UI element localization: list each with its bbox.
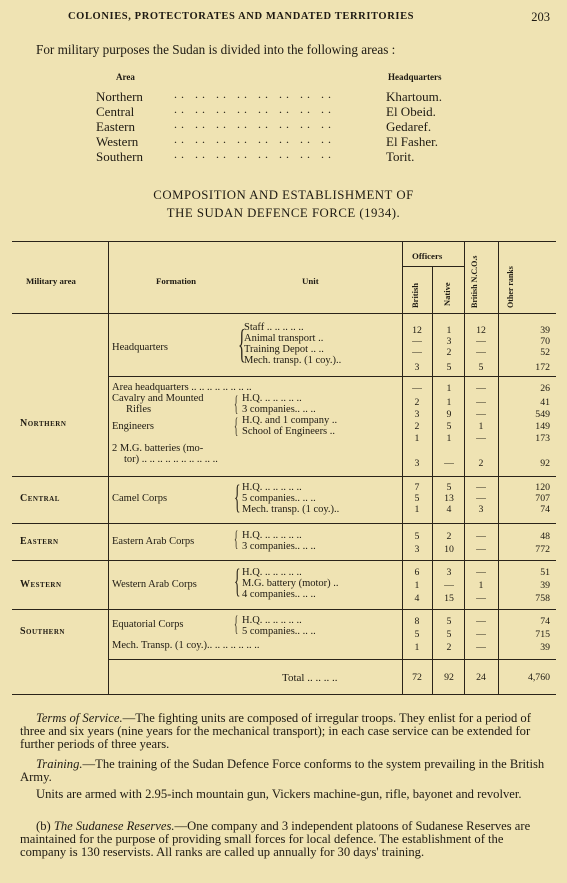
cell-native: 10 [444, 544, 454, 555]
paragraph-body: —One company and 3 independent platoons of Sudanese Reserves are maintained for the purpose of providing small forces for local defence. The establishment of the company is 130 reservists. All ranks are called up annually for 30 days' training. [20, 819, 531, 859]
area-eastern: Eastern [20, 536, 59, 547]
formation-cavalry-rifles: Rifles [126, 404, 152, 415]
cell-native: 13 [444, 493, 454, 504]
cell-nco: 12 [476, 325, 486, 336]
paragraph-prefix: (b) [36, 819, 54, 833]
area-headquarters: Gedaref. [386, 119, 432, 134]
cell-other: 149 [535, 421, 550, 432]
cell-nco: 1 [478, 421, 484, 432]
formation-equatorial-corps: Equatorial Corps [112, 619, 184, 630]
unit-training-depot: Training Depot .. .. [244, 344, 324, 355]
cell-british: — [412, 336, 422, 347]
formation-eastern-arab-corps: Eastern Arab Corps [112, 536, 195, 547]
paragraph-body: —The training of the Sudan Defence Force conforms to the system prevailing in the British Army. [20, 757, 545, 784]
cell-other: 39 [540, 580, 550, 591]
total-nco: 24 [476, 672, 486, 683]
cell-native: 2 [446, 347, 452, 358]
header-native: Native [442, 282, 452, 306]
leader-dots: .. .. .. .. .. .. .. .. [174, 102, 335, 116]
unit-hq: H.Q. .. .. .. .. .. [242, 615, 302, 626]
formation-western-arab-corps: Western Arab Corps [112, 579, 197, 590]
cell-other: 26 [540, 383, 550, 394]
leader-dots: .. .. .. .. .. .. .. .. [174, 132, 335, 146]
unit-companies: 3 companies.. .. .. [242, 541, 316, 552]
cell-nco: — [476, 629, 486, 640]
area-southern: Southern [20, 626, 65, 637]
formation-engineers: Engineers [112, 421, 154, 432]
cell-british: 5 [414, 493, 420, 504]
brace: { [238, 321, 246, 366]
formation-mg-batteries-cont: tor) .. .. .. .. .. .. .. .. .. .. [124, 454, 218, 465]
leader-dots: .. .. .. .. .. .. .. .. [174, 117, 335, 131]
running-head [0, 11, 567, 27]
running-head-title: COLONIES, PROTECTORATES AND MANDATED TERRITORIES [68, 11, 415, 22]
cell-nco: — [476, 433, 486, 444]
header-rule [12, 313, 556, 314]
cell-nco: — [476, 544, 486, 555]
unit-mech-transp: Mech. transp. (1 coy.).. [244, 355, 342, 366]
cell-native: 5 [446, 362, 452, 373]
column-rule [498, 242, 499, 694]
header-officers: Officers [412, 251, 443, 261]
cell-other: 39 [540, 642, 550, 653]
paragraph-training [20, 758, 552, 784]
area-headquarters: El Fasher. [386, 134, 438, 149]
cell-other: 549 [535, 409, 550, 420]
header-nco: British N.C.O.s [470, 255, 479, 308]
unit-hq: H.Q. .. .. .. .. .. [242, 530, 302, 541]
area-name: Eastern [96, 119, 135, 134]
cell-british: 2 [414, 397, 420, 408]
cell-british: 6 [414, 567, 420, 578]
area-name: Western [96, 134, 139, 149]
cell-nco: — [476, 347, 486, 358]
cell-native: 1 [446, 325, 452, 336]
total-british: 72 [412, 672, 422, 683]
cell-nco: — [476, 383, 486, 394]
row-rule [12, 609, 556, 610]
cell-british: 2 [414, 421, 420, 432]
total-native: 92 [444, 672, 454, 683]
header-british: British [410, 282, 420, 308]
formation-headquarters: Headquarters [112, 342, 168, 353]
cell-native: 5 [446, 629, 452, 640]
area-headquarters: Khartoum. [386, 89, 442, 104]
paragraph-terms-of-service [20, 712, 552, 751]
cell-british: 1 [414, 504, 420, 515]
cell-nco: — [476, 482, 486, 493]
unit-companies: 5 companies.. .. .. [242, 493, 316, 504]
cell-other: 74 [540, 504, 550, 515]
total-label: Total .. .. .. .. [282, 672, 338, 684]
cell-british: 1 [414, 433, 420, 444]
brace: { [234, 391, 239, 416]
unit-hq: H.Q. .. .. .. .. .. [242, 567, 302, 578]
cell-other: 758 [535, 593, 550, 604]
paragraph-arms [20, 788, 552, 801]
cell-other: 39 [540, 325, 550, 336]
cell-native: 3 [446, 336, 452, 347]
paragraph-body: —The fighting units are composed of irregular troops. They enlist for a period of three and six years (nine years for the mechanical transport); in each case service can be extended for further periods of three years. [20, 711, 531, 751]
header-unit: Unit [302, 276, 319, 286]
unit-animal-transport: Animal transport .. [244, 333, 324, 344]
cell-other: 173 [535, 433, 550, 444]
cell-other: 52 [540, 347, 550, 358]
section-title-line1: COMPOSITION AND ESTABLISHMENT OF [153, 188, 414, 202]
cell-other: 707 [535, 493, 550, 504]
formation-cavalry: Cavalry and Mounted [112, 393, 204, 404]
unit-school-engineers: School of Engineers .. [242, 426, 336, 437]
cell-nco: 2 [478, 458, 484, 469]
column-rule [108, 242, 109, 694]
cell-british: 12 [412, 325, 422, 336]
formation-mg-batteries: 2 M.G. batteries (mo- [112, 443, 204, 454]
header-military-area: Military area [26, 276, 76, 286]
leader-dots: .. .. .. .. .. .. .. .. [174, 87, 335, 101]
column-rule [402, 242, 403, 694]
total-other: 4,760 [527, 672, 550, 683]
cell-other: 92 [540, 458, 550, 469]
area-headquarters: El Obeid. [386, 104, 436, 119]
cell-british: 3 [414, 544, 420, 555]
cell-british: 3 [414, 458, 420, 469]
cell-british: 7 [414, 482, 420, 493]
section-title-line2: THE SUDAN DEFENCE FORCE (1934). [166, 206, 401, 220]
row-rule [12, 476, 556, 477]
cell-british: 1 [414, 642, 420, 653]
cell-other: 120 [535, 482, 550, 493]
area-name: Southern [96, 149, 143, 164]
formation-mech-transp: Mech. Transp. (1 coy.).. .. .. .. .. .. .. [112, 640, 260, 651]
cell-other: 48 [540, 531, 550, 542]
cell-native: 1 [446, 383, 452, 394]
area-row [96, 149, 476, 164]
cell-british: 5 [414, 531, 420, 542]
area-western: Western [20, 579, 62, 590]
cell-native: 5 [446, 482, 452, 493]
header-formation: Formation [156, 276, 197, 286]
cell-other: 715 [535, 629, 550, 640]
officers-rule [402, 266, 464, 267]
cell-nco: — [476, 493, 486, 504]
cell-native: — [444, 580, 454, 591]
cell-native: 3 [446, 567, 452, 578]
page-number: 203 [531, 10, 550, 24]
cell-native: 5 [446, 421, 452, 432]
cell-british: — [412, 347, 422, 358]
area-central: Central [20, 493, 60, 504]
cell-native: 15 [444, 593, 454, 604]
row-rule [12, 523, 556, 524]
cell-british: 4 [414, 593, 420, 604]
cell-nco: — [476, 336, 486, 347]
cell-nco: — [476, 593, 486, 604]
cell-nco: 1 [478, 580, 484, 591]
cell-nco: — [476, 531, 486, 542]
column-rule [432, 266, 433, 694]
cell-british: 3 [414, 409, 420, 420]
composition-table [12, 241, 556, 695]
cell-british: 1 [414, 580, 420, 591]
unit-hq: H.Q. .. .. .. .. .. [242, 393, 302, 404]
cell-native: 5 [446, 616, 452, 627]
intro-text: For military purposes the Sudan is divided into the following areas : [36, 42, 396, 57]
cell-native: 9 [446, 409, 452, 420]
cell-nco: 5 [478, 362, 484, 373]
cell-native: 1 [446, 397, 452, 408]
cell-nco: — [476, 642, 486, 653]
column-rule [464, 242, 465, 694]
cell-nco: — [476, 397, 486, 408]
cell-nco: 3 [478, 504, 484, 515]
areas-header-area: Area [116, 72, 135, 82]
cell-native: 2 [446, 642, 452, 653]
cell-native: 4 [446, 504, 452, 515]
unit-hq: H.Q. .. .. .. .. .. [242, 482, 302, 493]
brace: { [234, 611, 239, 636]
brace: { [234, 479, 241, 516]
paragraph-lead: Training. [36, 757, 83, 771]
cell-nco: — [476, 567, 486, 578]
leader-dots: .. .. .. .. .. .. .. .. [174, 147, 335, 161]
cell-other: 74 [540, 616, 550, 627]
row-rule [12, 560, 556, 561]
brace: { [234, 413, 239, 438]
formation-area-hq: Area headquarters .. .. .. .. .. .. .. .. [112, 382, 252, 393]
hq-rule [108, 376, 556, 377]
paragraph-reserves [20, 820, 552, 859]
header-other-ranks: Other ranks [506, 266, 515, 308]
areas-header-hq: Headquarters [388, 72, 442, 82]
paragraph-lead: The Sudanese Reserves. [53, 819, 175, 833]
cell-nco: — [476, 409, 486, 420]
brace: { [234, 526, 239, 551]
unit-companies: 3 companies.. .. .. [242, 404, 316, 415]
unit-staff: Staff .. .. .. .. .. [244, 322, 304, 333]
unit-companies: 5 companies.. .. .. [242, 626, 316, 637]
cell-other: 51 [540, 567, 550, 578]
cell-other: 172 [535, 362, 550, 373]
cell-nco: — [476, 616, 486, 627]
formation-camel-corps: Camel Corps [112, 493, 168, 504]
area-name: Central [96, 104, 135, 119]
cell-british: — [412, 383, 422, 394]
unit-companies: 4 companies.. .. .. [242, 589, 316, 600]
cell-other: 772 [535, 544, 550, 555]
cell-other: 70 [540, 336, 550, 347]
cell-native: — [444, 458, 454, 469]
cell-british: 8 [414, 616, 420, 627]
unit-mech-transp: Mech. transp. (1 coy.).. [242, 504, 340, 515]
paragraph-body: Units are armed with 2.95-inch mountain gun, Vickers machine-gun, rifle, bayonet and revolver. [36, 787, 522, 801]
cell-native: 1 [446, 433, 452, 444]
paragraph-lead: Terms of Service. [36, 711, 123, 725]
unit-hq-company: H.Q. and 1 company .. [242, 415, 338, 426]
area-northern: Northern [20, 418, 67, 429]
brace: { [234, 563, 241, 600]
unit-mg-battery: M.G. battery (motor) .. [242, 578, 339, 589]
cell-other: 41 [540, 397, 550, 408]
area-name: Northern [96, 89, 143, 104]
cell-british: 5 [414, 629, 420, 640]
cell-british: 3 [414, 362, 420, 373]
total-rule [108, 659, 556, 660]
area-headquarters: Torit. [386, 149, 415, 164]
cell-native: 2 [446, 531, 452, 542]
